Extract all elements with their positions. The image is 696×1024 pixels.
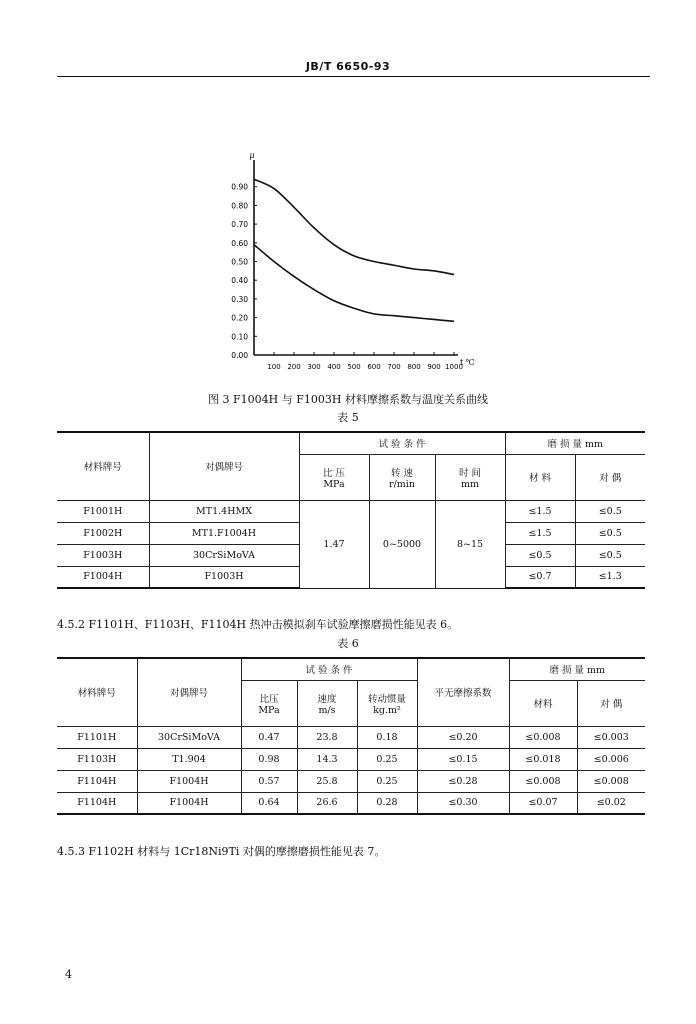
y-tick-label: 0.80 (231, 201, 248, 211)
table6-title: 表 6 (337, 637, 359, 650)
paragraph-4-5-3: 4.5.3 F1102H 材料与 1Cr18Ni9Ti 对偶的摩擦磨损性能见表 7。 (57, 845, 386, 858)
t6-cell-coefficient: ≤0.20 (417, 726, 509, 748)
t6-cell-speed: 26.6 (297, 792, 357, 814)
t6-header-material: 材料牌号 (57, 658, 137, 726)
t6-cell-wear-pair: ≤0.003 (577, 726, 645, 748)
t5-header-material: 材料牌号 (57, 432, 149, 500)
t5-cell-pair: MT1.F1004H (149, 522, 299, 544)
t5-header-wear-pair: 对 偶 (575, 454, 645, 500)
x-tick-label: 400 (327, 363, 341, 371)
table-row (57, 500, 645, 522)
t6-cell-material: F1103H (57, 748, 137, 770)
x-tick-label: 100 (267, 363, 281, 371)
t6-cell-material: F1101H (57, 726, 137, 748)
y-axis-label: μ (249, 151, 255, 160)
t6-header-friction-coefficient: 平无摩擦系数 (417, 658, 509, 726)
x-tick-label: 300 (307, 363, 321, 371)
table-row (57, 748, 645, 770)
t6-cell-wear-material: ≤0.07 (509, 792, 577, 814)
t6-cell-pair: F1004H (137, 770, 241, 792)
t6-cell-pair: F1004H (137, 792, 241, 814)
t5-header-wear: 磨 损 量 mm (505, 432, 645, 454)
series-line-1 (254, 179, 454, 274)
t6-header-wear-pair: 对 偶 (577, 680, 645, 726)
table-row (57, 792, 645, 814)
y-tick-label: 0.60 (231, 238, 248, 248)
t5-cell-pressure: 1.47 (299, 500, 369, 588)
t5-cell-wear-material: ≤0.7 (505, 566, 575, 588)
t6-cell-coefficient: ≤0.30 (417, 792, 509, 814)
t6-cell-wear-pair: ≤0.02 (577, 792, 645, 814)
x-axis-label: t ℃ (460, 358, 475, 367)
t6-header-inertia: 转动惯量 kg.m² (357, 680, 417, 726)
x-tick-label: 200 (287, 363, 301, 371)
t5-header-conditions: 试 验 条 件 (299, 432, 505, 454)
y-tick-label: 0.90 (231, 182, 248, 192)
x-tick-label: 700 (387, 363, 401, 371)
t6-cell-coefficient: ≤0.15 (417, 748, 509, 770)
t6-cell-inertia: 0.28 (357, 792, 417, 814)
t6-cell-pair: 30CrSiMoVA (137, 726, 241, 748)
t6-header-conditions: 试 验 条 件 (241, 658, 417, 680)
table-row (57, 770, 645, 792)
table5-title: 表 5 (337, 411, 359, 424)
t6-header-pair: 对偶牌号 (137, 658, 241, 726)
t6-cell-wear-material: ≤0.008 (509, 770, 577, 792)
t6-cell-speed: 14.3 (297, 748, 357, 770)
y-tick-label: 0.50 (231, 257, 248, 267)
document-header-code: JB/T 6650-93 (305, 60, 391, 73)
figure-caption: 图 3 F1004H 与 F1003H 材料摩擦系数与温度关系曲线 (208, 393, 488, 406)
t6-cell-pressure: 0.47 (241, 726, 297, 748)
t5-cell-wear-material: ≤0.5 (505, 544, 575, 566)
t6-cell-speed: 23.8 (297, 726, 357, 748)
t6-cell-pressure: 0.57 (241, 770, 297, 792)
y-tick-label: 0.40 (231, 276, 248, 286)
t6-cell-wear-material: ≤0.008 (509, 726, 577, 748)
t6-cell-inertia: 0.25 (357, 770, 417, 792)
t5-header-time: 时 间 mm (435, 454, 505, 500)
y-tick-label: 0.10 (231, 332, 248, 342)
t5-header-speed: 转 速 r/min (369, 454, 435, 500)
t6-cell-wear-material: ≤0.018 (509, 748, 577, 770)
t5-cell-speed: 0~5000 (369, 500, 435, 588)
t5-cell-time: 8~15 (435, 500, 505, 588)
t6-cell-pair: T1.904 (137, 748, 241, 770)
table5 (57, 431, 645, 589)
t6-cell-pressure: 0.98 (241, 748, 297, 770)
t5-cell-pair: MT1.4HMX (149, 500, 299, 522)
t5-cell-wear-material: ≤1.5 (505, 522, 575, 544)
t6-cell-wear-pair: ≤0.008 (577, 770, 645, 792)
y-tick-label: 0.30 (231, 294, 248, 304)
x-tick-label: 1000 (445, 363, 463, 371)
page-number: 4 (65, 968, 72, 981)
table6 (57, 657, 645, 815)
x-tick-label: 900 (427, 363, 441, 371)
t6-cell-material: F1104H (57, 770, 137, 792)
t5-cell-wear-pair: ≤0.5 (575, 500, 645, 522)
t6-header-speed: 速度 m/s (297, 680, 357, 726)
t6-cell-material: F1104H (57, 792, 137, 814)
header-rule (57, 76, 650, 77)
t6-cell-coefficient: ≤0.28 (417, 770, 509, 792)
t6-header-wear: 磨 损 量 mm (509, 658, 645, 680)
x-tick-label: 800 (407, 363, 421, 371)
t6-header-wear-material: 材料 (509, 680, 577, 726)
t5-cell-wear-pair: ≤0.5 (575, 544, 645, 566)
y-tick-label: 0.20 (231, 313, 248, 323)
t5-header-wear-material: 材 料 (505, 454, 575, 500)
t6-cell-pressure: 0.64 (241, 792, 297, 814)
y-tick-label: 0.00 (231, 351, 248, 360)
t5-header-pressure: 比 压 MPa (299, 454, 369, 500)
t5-header-pair: 对偶牌号 (149, 432, 299, 500)
t6-cell-inertia: 0.25 (357, 748, 417, 770)
t6-header-pressure: 比压 MPa (241, 680, 297, 726)
t5-cell-material: F1002H (57, 522, 149, 544)
x-tick-label: 600 (367, 363, 381, 371)
t5-cell-wear-pair: ≤1.3 (575, 566, 645, 588)
x-tick-label: 500 (347, 363, 361, 371)
t6-cell-wear-pair: ≤0.006 (577, 748, 645, 770)
t5-cell-material: F1004H (57, 566, 149, 588)
t5-cell-pair: 30CrSiMoVA (149, 544, 299, 566)
paragraph-4-5-2: 4.5.2 F1101H、F1103H、F1104H 热冲击模拟刹车试验摩擦磨损性能见表 6。 (57, 618, 459, 631)
t5-cell-material: F1001H (57, 500, 149, 522)
friction-temperature-chart (210, 151, 475, 378)
t5-cell-wear-pair: ≤0.5 (575, 522, 645, 544)
t5-cell-pair: F1003H (149, 566, 299, 588)
t6-cell-inertia: 0.18 (357, 726, 417, 748)
t5-cell-material: F1003H (57, 544, 149, 566)
y-tick-label: 0.70 (231, 220, 248, 230)
t5-cell-wear-material: ≤1.5 (505, 500, 575, 522)
t6-cell-speed: 25.8 (297, 770, 357, 792)
table-row (57, 726, 645, 748)
